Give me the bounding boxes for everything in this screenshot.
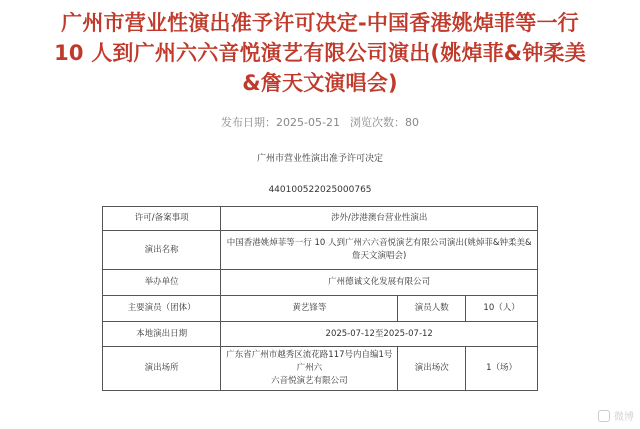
title-line-1: 广州市营业性演出准予许可决定-中国香港姚焯菲等一行 xyxy=(61,11,579,35)
permit-table xyxy=(102,206,538,391)
document-number: 440100522025000765 xyxy=(268,185,372,195)
row-value-line: 詹天文演唱会) xyxy=(352,251,407,261)
table-row xyxy=(103,207,538,231)
document-title: 广州市营业性演出准予许可决定 xyxy=(256,154,383,164)
watermark-logo-icon xyxy=(598,410,610,422)
article-meta xyxy=(0,115,640,131)
row-value-secondary: 1（场） xyxy=(466,347,538,391)
row-label-secondary: 演员人数 xyxy=(398,296,466,322)
table-row xyxy=(103,347,538,391)
row-value: 黄艺锋等 xyxy=(221,296,398,322)
row-value: 涉外/涉港澳台营业性演出 xyxy=(221,207,538,231)
row-label: 许可/备案事项 xyxy=(103,207,221,231)
row-value: 广州德诚文化发展有限公司 xyxy=(221,270,538,296)
row-label-secondary: 演出场次 xyxy=(398,347,466,391)
row-label: 本地演出日期 xyxy=(103,322,221,347)
watermark-text: 微博 xyxy=(614,412,634,423)
row-value: 2025-07-12至2025-07-12 xyxy=(221,322,538,347)
table-row xyxy=(103,231,538,270)
row-label: 演出场所 xyxy=(103,347,221,391)
row-value-line: 广东省广州市越秀区流花路117号内自编1号广州六 xyxy=(226,350,393,373)
view-count: 浏览次数：80 xyxy=(349,116,419,129)
title-line-2: 10 人到广州六六音悦演艺有限公司演出(姚焯菲&钟柔美 xyxy=(54,41,586,65)
table-row xyxy=(103,296,538,322)
row-value-line: 六音悦演艺有限公司 xyxy=(271,376,348,386)
row-value xyxy=(221,347,398,391)
publish-date: 发布日期：2025-05-21 xyxy=(221,116,340,129)
row-label: 演出名称 xyxy=(103,231,221,270)
row-value-secondary: 10（人） xyxy=(466,296,538,322)
table-row xyxy=(103,322,538,347)
watermark xyxy=(598,408,634,423)
row-label: 举办单位 xyxy=(103,270,221,296)
table-row xyxy=(103,270,538,296)
title-line-3: &詹天文演唱会) xyxy=(242,71,398,95)
row-value xyxy=(221,231,538,270)
page-title xyxy=(0,8,640,98)
row-value-line: 中国香港姚焯菲等一行 10 人到广州六六音悦演艺有限公司演出(姚焯菲&钟柔美& xyxy=(226,238,532,248)
row-label: 主要演员（团体） xyxy=(103,296,221,322)
